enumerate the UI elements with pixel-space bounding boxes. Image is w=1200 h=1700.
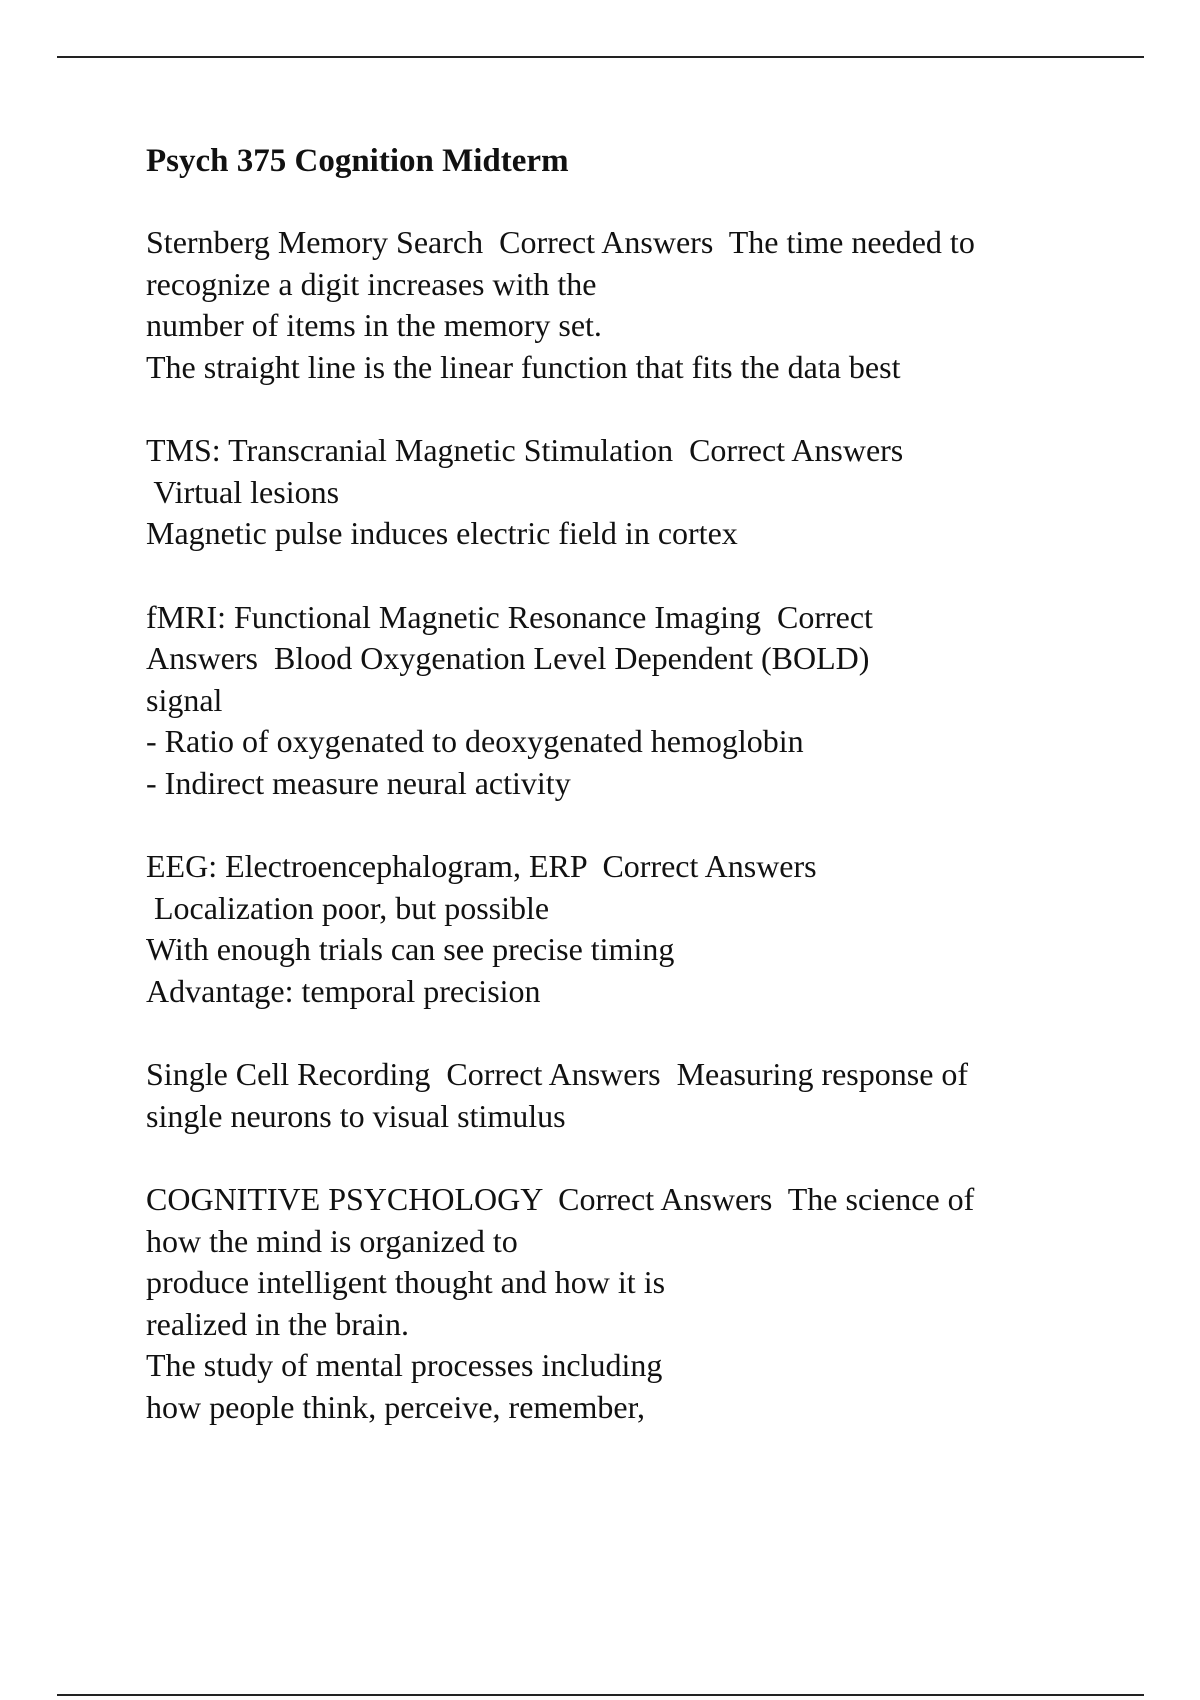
entry-sternberg-memory-search	[146, 222, 1106, 388]
entry-line: how the mind is organized to	[146, 1222, 518, 1259]
entry-line: COGNITIVE PSYCHOLOGY Correct Answers The science of	[146, 1181, 975, 1217]
entry-line: Virtual lesions	[146, 473, 340, 510]
entry-single-cell-recording	[146, 1054, 1106, 1137]
entry-line: how people think, perceive, remember,	[146, 1388, 645, 1425]
entry-line: single neurons to visual stimulus	[146, 1097, 566, 1134]
entry-fmri	[146, 597, 1106, 805]
entry-line: EEG: Electroencephalogram, ERP Correct Answers	[146, 848, 817, 884]
entry-line: Sternberg Memory Search Correct Answers The time needed to	[146, 224, 975, 260]
entry-line: The straight line is the linear function that fits the data best	[146, 348, 901, 385]
entry-line: realized in the brain.	[146, 1305, 409, 1342]
entry-line: Answers Blood Oxygenation Level Dependent (BOLD)	[146, 640, 870, 676]
document-title: Psych 375 Cognition Midterm	[146, 143, 569, 179]
entry-line: The study of mental processes including	[146, 1347, 663, 1383]
entry-line: Advantage: temporal precision	[146, 972, 541, 1009]
entry-line: Localization poor, but possible	[146, 889, 550, 926]
entry-eeg	[146, 846, 1106, 1012]
entry-line: recognize a digit increases with the	[146, 265, 597, 302]
entry-line: signal	[146, 681, 223, 718]
bottom-divider	[57, 1694, 1144, 1696]
entry-line: fMRI: Functional Magnetic Resonance Imaging Correct	[146, 598, 873, 635]
entry-line: produce intelligent thought and how it is	[146, 1264, 666, 1300]
entry-cognitive-psychology	[146, 1179, 1106, 1428]
entry-line: number of items in the memory set.	[146, 307, 602, 343]
entry-line: Single Cell Recording Correct Answers Measuring response of	[146, 1056, 969, 1092]
entry-line: - Ratio of oxygenated to deoxygenated hemoglobin	[146, 723, 804, 759]
entry-line: TMS: Transcranial Magnetic Stimulation Correct Answers	[146, 432, 904, 468]
top-divider	[57, 56, 1144, 58]
entry-line: With enough trials can see precise timing	[146, 931, 675, 967]
entry-line: Magnetic pulse induces electric field in cortex	[146, 515, 738, 551]
entry-line: - Indirect measure neural activity	[146, 764, 571, 801]
document-body	[146, 140, 1106, 1470]
entry-tms	[146, 430, 1106, 555]
